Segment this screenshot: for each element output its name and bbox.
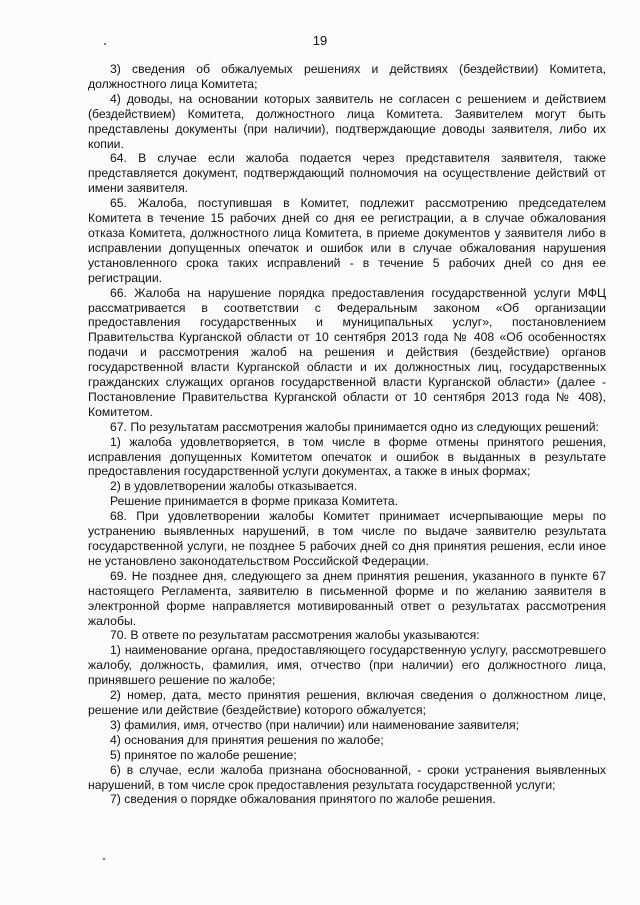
paragraph-70-item-2: 2) номер, дата, место принятия решения, включая сведения о должностном лице, решение или действие (бездействие) которого обжалуется;: [88, 688, 606, 717]
paragraph-70-item-5: 5) принятое по жалобе решение;: [110, 747, 297, 762]
scan-speck: [103, 858, 105, 860]
paragraph-item-3: 3) сведения об обжалуемых решениях и действиях (бездействии) Комитета, должностного лица Комитета;: [88, 62, 606, 91]
page-number: 19: [312, 33, 328, 48]
document-body: [88, 62, 606, 807]
paragraph-70-item-1: 1) наименование органа, предоставляющего государственную услугу, рассмотревшего жалобу, должность, фамилия, имя, отчество (при наличии) его должностного лица, принявшего решение по жалобе;: [88, 643, 606, 688]
paragraph-70: 70. В ответе по результатам рассмотрения жалобы указываются:: [110, 628, 480, 643]
paragraph-69: 69. Не позднее дня, следующего за днем принятия решения, указанного в пункте 67 настоящего Регламента, заявителю в письменной форме и по желанию заявителя в электронной форме направляется мотивированный ответ о результатах рассмотрения жалобы.: [88, 568, 606, 628]
paragraph-64: 64. В случае если жалоба подается через представителя заявителя, также представляется документ, подтверждающий полномочия на осуществление действий от имени заявителя.: [88, 151, 606, 196]
paragraph-67-item-1: 1) жалоба удовлетворяется, в том числе в форме отмены принятого решения, исправления допущенных Комитетом опечаток и ошибок в выданных в результате предоставления государственной услуги документах, а также в иных формах;: [88, 434, 606, 479]
paragraph-item-4: 4) доводы, на основании которых заявитель не согласен с решением и действием (бездействием) Комитета, должностного лица Комитета. Заявителем могут быть представлены документы (при наличии), подтверждающие доводы заявителя, либо их копии.: [88, 91, 606, 151]
paragraph-70-item-3: 3) фамилия, имя, отчество (при наличии) или наименование заявителя;: [110, 717, 520, 732]
paragraph-67: 67. По результатам рассмотрения жалобы принимается одно из следующих решений:: [110, 419, 599, 434]
scan-speck: [104, 43, 106, 45]
paragraph-70-item-7: 7) сведения о порядке обжалования принятого по жалобе решения.: [110, 792, 496, 807]
paragraph-67-item-2: 2) в удовлетворении жалобы отказывается.: [110, 479, 358, 494]
paragraph-68: 68. При удовлетворении жалобы Комитет принимает исчерпывающие меры по устранению выявленных нарушений, в том числе по выдаче заявителю результата государственной услуги, не позднее 5 рабочих дней со дня принятия решения, если иное не установлено законодательством Российской Федерации.: [88, 509, 606, 568]
paragraph-66: 66. Жалоба на нарушение порядка предоставления государственной услуги МФЦ рассматривается в соответствии с Федеральным законом «Об организации предоставления государственных и муниципальных услуг», постановлением Правительства Курганской области от 10 сентября 2013 года № 408 «Об особенностях подачи и рассмотрения жалоб на решения и действия (бездействие) органов государственной власти Курганской области и их должностных лиц, государственных гражданских служащих органов государственной власти Курганской области» (далее - Постановление Правительства Курганской области от 10 сентября 2013 года № 408), Комитетом.: [88, 285, 606, 419]
paragraph-decision-form: Решение принимается в форме приказа Комитета.: [110, 494, 399, 509]
paragraph-65: 65. Жалоба, поступившая в Комитет, подлежит рассмотрению председателем Комитета в течение 15 рабочих дней со дня ее регистрации, а в случае обжалования отказа Комитета, должностного лица Комитета, в приеме документов у заявителя либо в исправлении допущенных опечаток и ошибок или в случае обжалования нарушения установленного срока таких исправлений - в течение 5 рабочих дней со дня ее регистрации.: [88, 196, 606, 285]
paragraph-70-item-6: 6) в случае, если жалоба признана обоснованной, - сроки устранения выявленных нарушений, в том числе срок предоставления результата государственной услуги;: [88, 762, 606, 792]
paragraph-70-item-4: 4) основания для принятия решения по жалобе;: [110, 732, 384, 747]
